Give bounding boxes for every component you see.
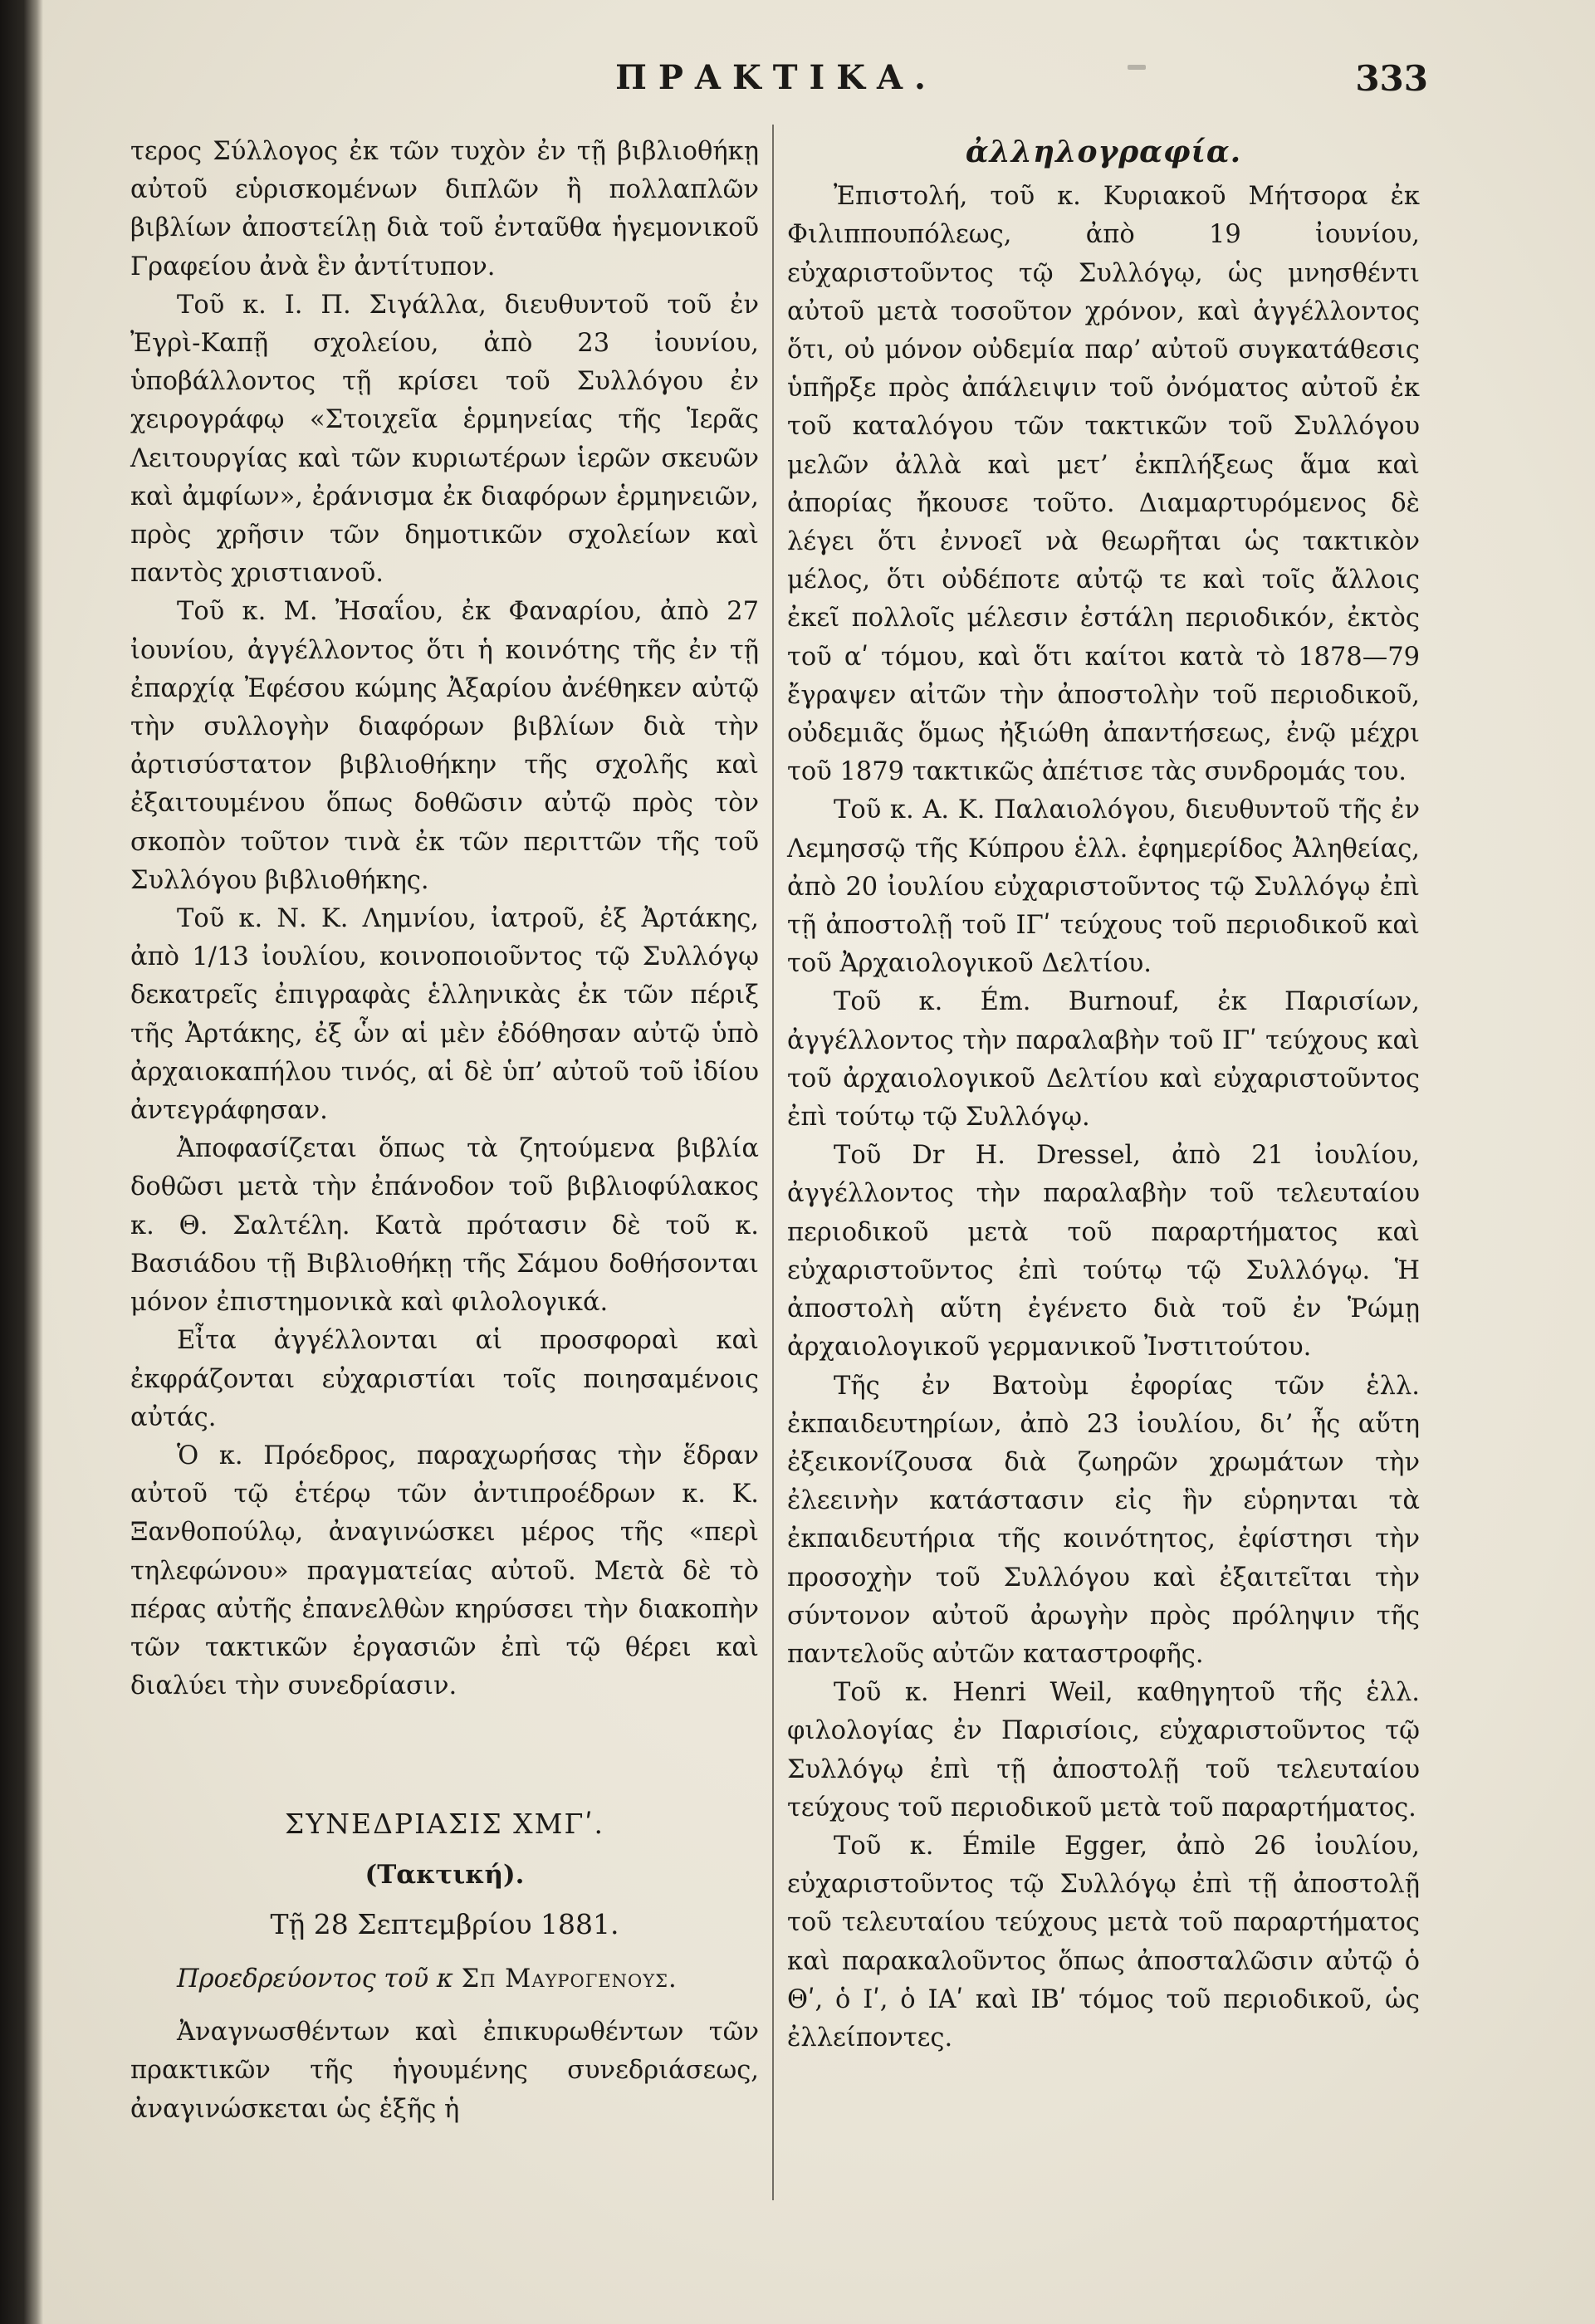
left-column: [130, 133, 759, 2129]
right-column: [787, 133, 1420, 2057]
paragraph: Ἀποφασίζεται ὅπως τὰ ζητούμενα βιβλία δοθῶσι μετὰ τὴν ἐπάνοδον τοῦ βιβλιοφύλακος κ. Θ. Σαλτέλη. Κατὰ πρότασιν δὲ τοῦ κ. Βασιάδου τῇ Βιβλιοθήκῃ τῆς Σάμου δοθήσονται μόνον ἐπιστημονικὰ καὶ φιλολογικά.: [130, 1134, 759, 1318]
paragraph: Τοῦ κ. Μ. Ἠσαΐου, ἐκ Φαναρίου, ἀπὸ 27 ἰουνίου, ἀγγέλλοντος ὅτι ἡ κοινότης τῆς ἐν τῇ ἐπαρχίᾳ Ἐφέσου κώμης Ἀξαρίου ἀνέθηκεν αὐτῷ τὴν συλλογὴν διαφόρων βιβλίων διὰ τὴν ἀρτισύστατον βιβλιοθήκην τῆς σχολῆς καὶ ἐξαιτουμένου ὅπως δοθῶσιν αὐτῷ πρὸς τὸν σκοπὸν τοῦτον τινὰ ἐκ τῶν περιττῶν τῆς τοῦ Συλλόγου βιβλιοθήκης.: [130, 597, 759, 895]
running-title: ΠΡΑΚΤΙΚΑ.: [615, 58, 937, 97]
paragraph: Ὁ κ. Πρόεδρος, παραχωρήσας τὴν ἕδραν αὐτοῦ τῷ ἑτέρῳ τῶν ἀντιπροέδρων κ. Κ. Ξανθοπούλῳ, ἀναγινώσκει μέρος τῆς «περὶ τηλεφώνου» πραγματείας αὐτοῦ. Μετὰ δὲ τὸ πέρας αὐτῆς ἐπανελθὼν κηρύσσει τὴν διακοπὴν τῶν τακτικῶν ἐργασιῶν ἐπὶ τῷ θέρει καὶ διαλύει τὴν συνεδρίασιν.: [130, 1441, 759, 1701]
column-divider: [772, 125, 774, 2200]
session-title: ΣΥΝΕΔΡΙΑΣΙΣ ΧΜΓʹ.: [284, 1808, 605, 1841]
paragraph: Τοῦ κ. Ι. Π. Σιγάλλα, διευθυντοῦ τοῦ ἐν Ἐγρὶ-Καπῇ σχολείου, ἀπὸ 23 ἰουνίου, ὑποβάλλοντος τῇ κρίσει τοῦ Συλλόγου ἐν χειρογράφῳ «Στοιχεῖα ἑρμηνείας τῆς Ἱερᾶς Λειτουργίας καὶ τῶν κυριωτέρων ἱερῶν σκευῶν καὶ ἀμφίων», ἐράνισμα ἐκ διαφόρων ἑρμηνειῶν, πρὸς χρῆσιν τῶν δημοτικῶν σχολείων καὶ παντὸς χριστιανοῦ.: [130, 290, 759, 589]
section-heading: ἀλληλογραφία.: [965, 135, 1242, 169]
paragraph: Τοῦ κ. Ν. Κ. Λημνίου, ἰατροῦ, ἐξ Ἀρτάκης, ἀπὸ 1/13 ἰουλίου, κοινοποιοῦντος τῷ Συλλόγῳ δεκατρεῖς ἐπιγραφὰς ἑλληνικὰς ἐκ τῶν πέριξ τῆς Ἀρτάκης, ἐξ ὧν αἱ μὲν ἐδόθησαν αὐτῷ ὑπὸ ἀρχαιοκαπήλου τινός, αἱ δὲ ὑπ’ αὐτοῦ τοῦ ἰδίου ἀντεγράφησαν.: [130, 904, 759, 1126]
paragraph: Εἶτα ἀγγέλλονται αἱ προσφοραὶ καὶ ἐκφράζονται εὐχαριστίαι τοῖς ποιησαμένοις αὐτάς.: [130, 1326, 759, 1432]
presiding-name: Σπ Μαυρογενους.: [461, 1964, 678, 1994]
paragraph: Τοῦ κ. Émile Egger, ἀπὸ 26 ἰουλίου, εὐχαριστοῦντος τῷ Συλλόγῳ ἐπὶ τῇ ἀποστολῇ τοῦ τελευταίου τεύχους μετὰ τοῦ παραρτήματος καὶ παρακαλοῦντος ὅπως ἀποσταλῶσιν αὐτῷ ὁ Θʹ, ὁ Ιʹ, ὁ ΙΑʹ καὶ ΙΒʹ τόμος τοῦ περιοδικοῦ, ὡς ἐλλείποντες.: [787, 1831, 1420, 2052]
paragraph: Τοῦ κ. Α. Κ. Παλαιολόγου, διευθυντοῦ τῆς ἐν Λεμησσῷ τῆς Κύπρου ἑλλ. ἐφημερίδος Ἀληθείας, ἀπὸ 20 ἰουλίου εὐχαριστοῦντος τῷ Συλλόγῳ ἐπὶ τῇ ἀποστολῇ τοῦ ΙΓʹ τεύχους τοῦ περιοδικοῦ καὶ τοῦ Ἀρχαιολογικοῦ Δελτίου.: [787, 795, 1420, 979]
paragraph: Ἀναγνωσθέντων καὶ ἐπικυρωθέντων τῶν πρακτικῶν τῆς ἡγουμένης συνεδριάσεως, ἀναγινώσκεται ὡς ἑξῆς ἡ: [130, 2018, 759, 2124]
paragraph: Τοῦ κ. Henri Weil, καθηγητοῦ τῆς ἑλλ. φιλολογίας ἐν Παρισίοις, εὐχαριστοῦντος τῷ Συλλόγῳ ἐπὶ τῇ ἀποστολῇ τοῦ τελευταίου τεύχους τοῦ περιοδικοῦ μετὰ τοῦ παραρτήματος.: [787, 1678, 1420, 1823]
page-binding-shadow: [0, 0, 43, 2324]
page-number: 333: [1355, 58, 1428, 99]
paragraph: Τοῦ Dr H. Dressel, ἀπὸ 21 ἰουλίου, ἀγγέλλοντος τὴν παραλαβὴν τοῦ τελευταίου περιοδικοῦ μετὰ τοῦ παραρτήματος καὶ εὐχαριστοῦντος ἐπὶ τούτῳ τῷ Συλλόγῳ. Ἡ ἀποστολὴ αὕτη ἐγένετο διὰ τοῦ ἐν Ῥώμῃ ἀρχαιολογικοῦ γερμανικοῦ Ἰνστιτούτου.: [787, 1141, 1420, 1363]
presiding-prefix: Προεδρεύοντος τοῦ κ: [177, 1964, 453, 1994]
session-date: Τῇ 28 Σεπτεμβρίου 1881.: [270, 1907, 619, 1940]
paragraph: Τοῦ κ. Ém. Burnouf, ἐκ Παρισίων, ἀγγέλλοντος τὴν παραλαβὴν τοῦ ΙΓʹ τεύχους καὶ τοῦ ἀρχαιολογικοῦ Δελτίου καὶ εὐχαριστοῦντος ἐπὶ τούτῳ τῷ Συλλόγῳ.: [787, 987, 1420, 1133]
paragraph: Ἐπιστολή, τοῦ κ. Κυριακοῦ Μήτσορα ἐκ Φιλιππουπόλεως, ἀπὸ 19 ἰουνίου, εὐχαριστοῦντος τῷ Συλλόγῳ, ὡς μνησθέντι αὐτοῦ μετὰ τοσοῦτον χρόνον, καὶ ἀγγέλλοντος ὅτι, οὐ μόνον οὐδεμία παρ’ αὐτοῦ συγκατάθεσις ὑπῆρξε πρὸς ἀπάλειψιν τοῦ ὀνόματος αὐτοῦ ἐκ τοῦ καταλόγου τῶν τακτικῶν τοῦ Συλλόγου μελῶν ἀλλὰ καὶ μετ’ ἐκπλήξεως ἅμα καὶ ἀπορίας ἤκουσε τοῦτο. Διαμαρτυρόμενος δὲ λέγει ὅτι ἐννοεῖ νὰ θεωρῆται ὡς τακτικὸν μέλος, ὅτι οὐδέποτε αὐτῷ τε καὶ τοῖς ἄλλοις ἐκεῖ πολλοῖς μέλεσιν ἐστάλη περιοδικόν, ἐκτὸς τοῦ αʹ τόμου, καὶ ὅτι καίτοι κατὰ τὸ 1878—79 ἔγραψεν αἰτῶν τὴν ἀποστολὴν τοῦ περιοδικοῦ, οὐδεμιᾶς ὅμως ἠξιώθη ἀπαντήσεως, ἐνῷ μέχρι τοῦ 1879 τακτικῶς ἀπέτισε τὰς συνδρομάς του.: [787, 182, 1420, 787]
presiding-line: [130, 1960, 759, 1999]
session-type: (Τακτική).: [365, 1859, 525, 1890]
running-header: [125, 58, 1428, 108]
paragraph: τερος Σύλλογος ἐκ τῶν τυχὸν ἐν τῇ βιβλιοθήκῃ αὐτοῦ εὑρισκομένων διπλῶν ἢ πολλαπλῶν βιβλίων ἀποστείλῃ διὰ τοῦ ἐνταῦθα ἡγεμονικοῦ Γραφείου ἀνὰ ἓν ἀντίτυπον.: [130, 137, 759, 281]
paragraph: Τῆς ἐν Βατοὺμ ἐφορίας τῶν ἑλλ. ἐκπαιδευτηρίων, ἀπὸ 23 ἰουλίου, δι’ ἧς αὕτη ἐξεικονίζουσα διὰ ζωηρῶν χρωμάτων τὴν ἐλεεινὴν κατάστασιν εἰς ἣν εὑρηνται τὰ ἐκπαιδευτήρια τῆς κοινότητος, ἐφίστησι τὴν προσοχὴν τοῦ Συλλόγου καὶ ἐξαιτεῖται τὴν σύντονον αὐτοῦ ἀρωγὴν πρὸς πρόληψιν τῆς παντελοῦς αὐτῶν καταστροφῆς.: [787, 1371, 1420, 1669]
